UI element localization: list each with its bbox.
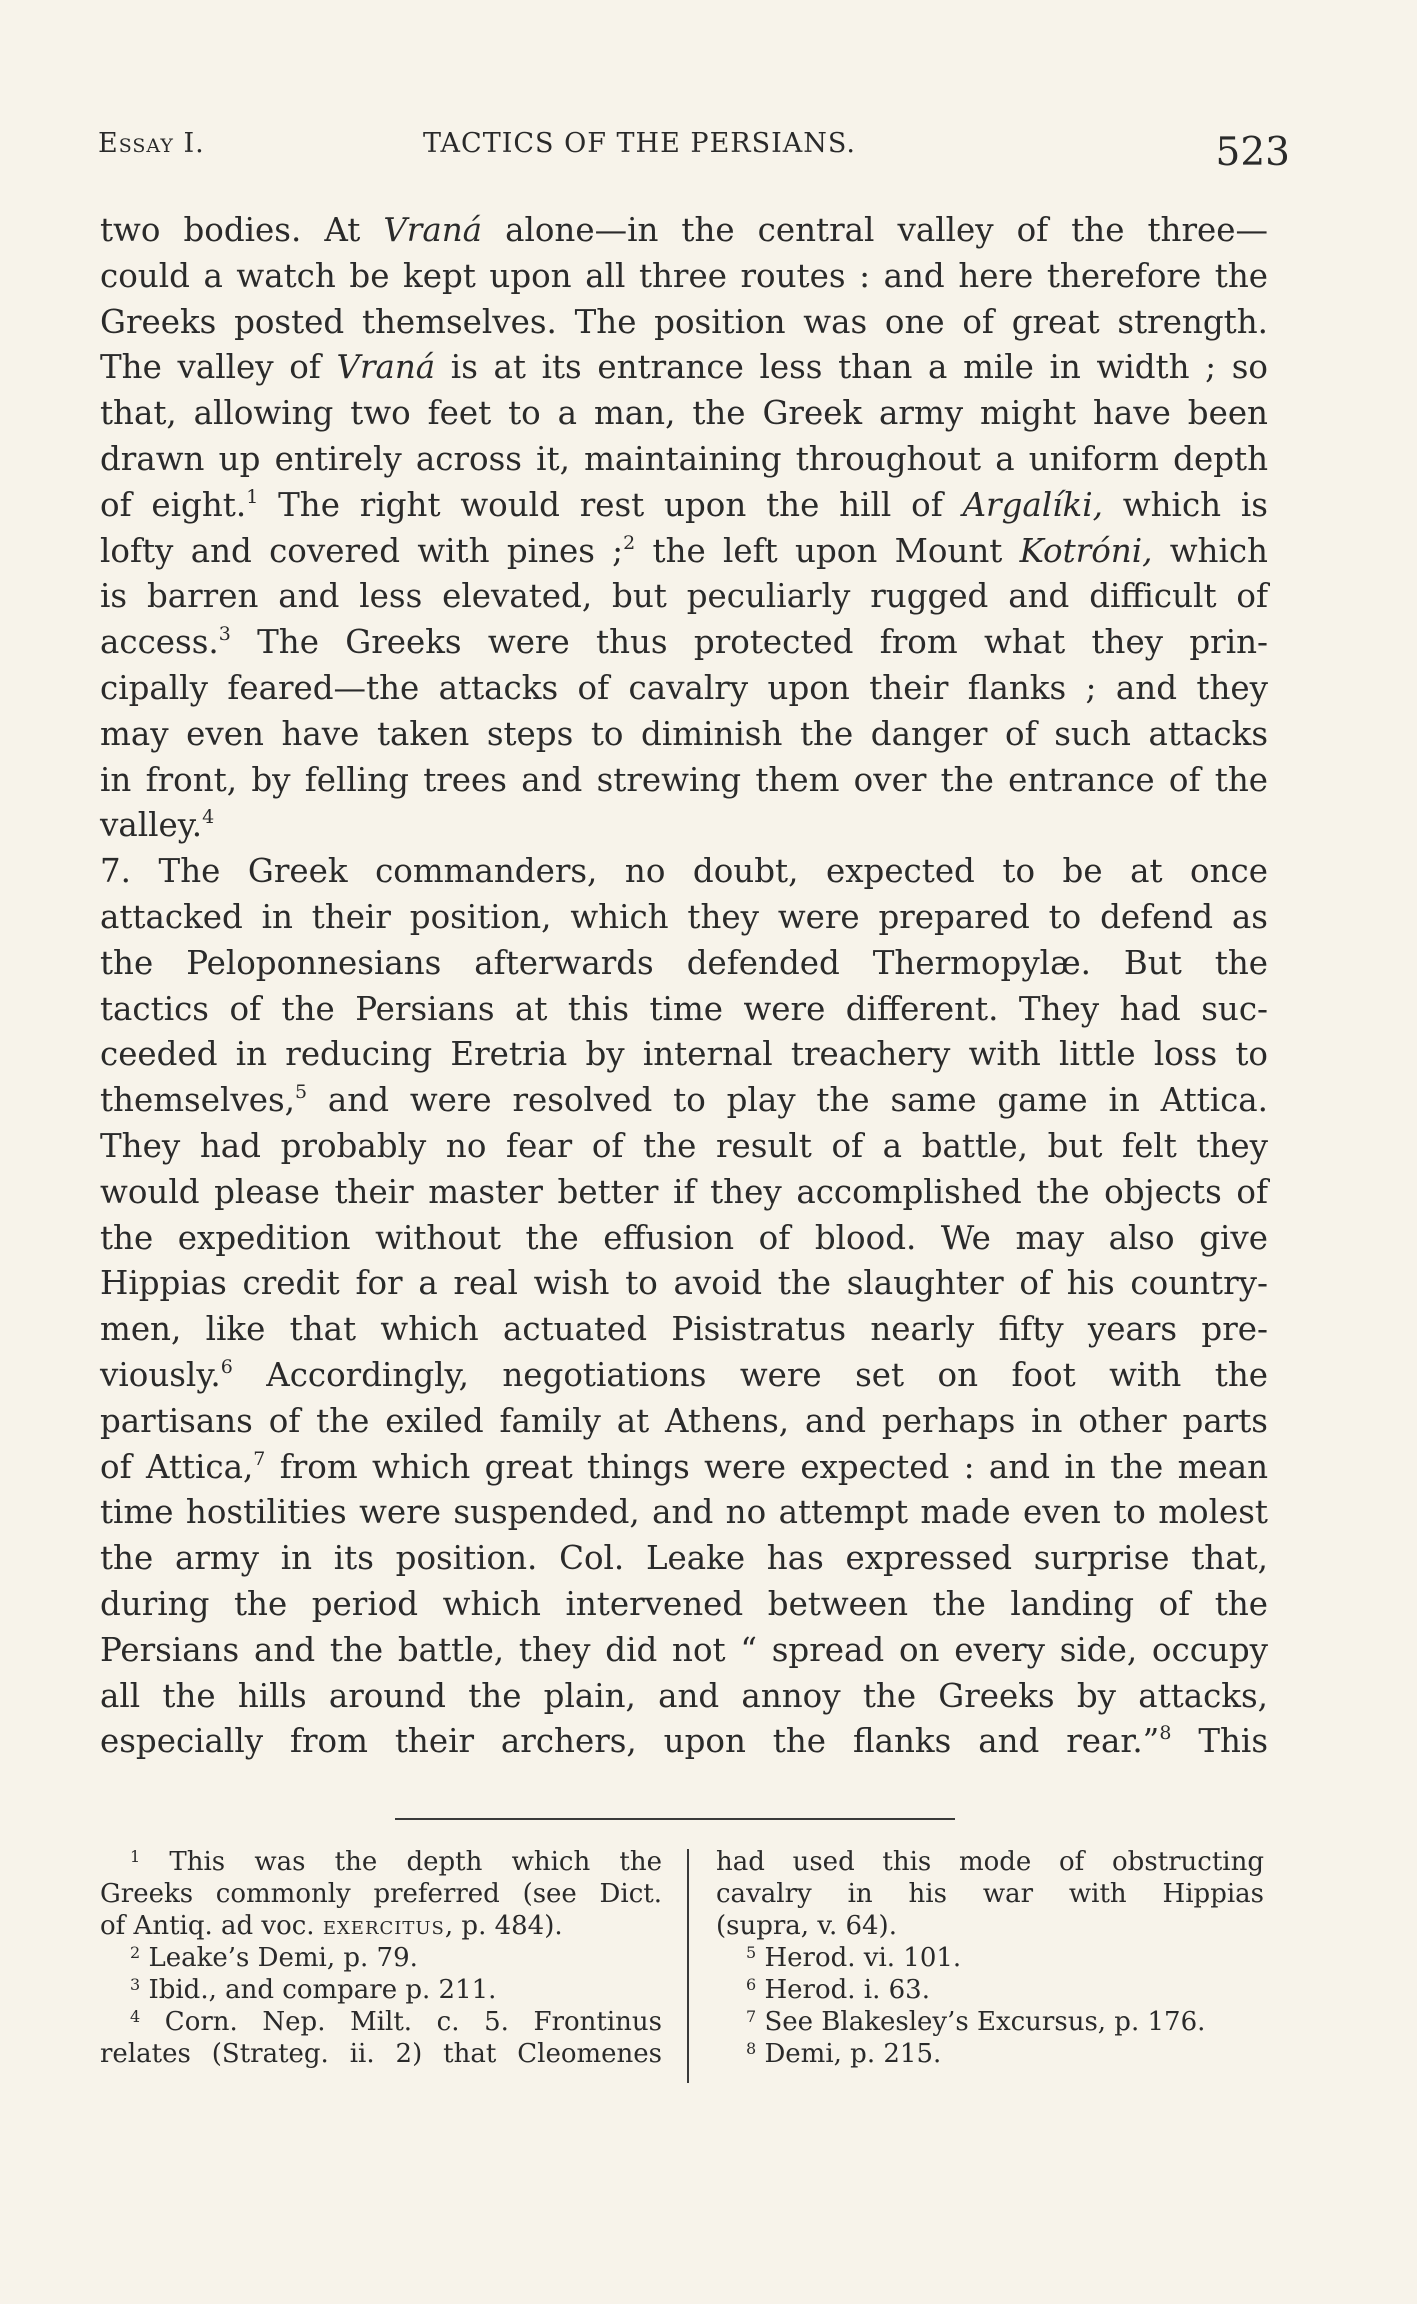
text-line: ceeded in reducing Eretria by internal treachery with little loss to — [100, 1035, 1268, 1074]
footnotes-left-column — [100, 1846, 662, 2070]
footnote-line: relates (Strateg. ii. 2) that Cleomenes — [100, 2039, 662, 2069]
text-line: of Attica,$^7$ from which great things were expected : and in the mean — [100, 1447, 1269, 1486]
text-line: They had probably no fear of the result of a battle, but felt they — [100, 1126, 1268, 1165]
text-line: Hippias credit for a real wish to avoid the slaughter of his country- — [100, 1264, 1268, 1303]
text-line: is barren and less elevated, but peculiarly rugged and difficult of — [100, 577, 1268, 616]
footnote-ref: 5 — [294, 1081, 308, 1104]
text-line: the Peloponnesians afterwards defended Thermopylæ. But the — [100, 943, 1268, 982]
footnote-5: $^5$ Herod. vi. 101. — [746, 1943, 962, 1973]
footnote-8: $^8$ Demi, p. 215. — [746, 2039, 942, 2069]
footnote-6: $^6$ Herod. i. 63. — [746, 1975, 930, 2005]
text-line: Persians and the battle, they did not “ spread on every side, occupy — [100, 1630, 1268, 1669]
text-line: themselves,$^5$ and were resolved to play the same game in Attica. — [100, 1081, 1268, 1120]
text-line: The valley of Vraná is at its entrance less than a mile in width ; so — [100, 348, 1268, 387]
footnote-3: $^3$ Ibid., and compare p. 211. — [130, 1975, 497, 2005]
main-text — [100, 208, 1268, 1765]
footnote-line: Greeks commonly preferred (see Dict. — [100, 1879, 662, 1909]
footnotes-right-column — [716, 1846, 1264, 2070]
text-line: in front, by felling trees and strewing them over the entrance of the — [100, 760, 1268, 799]
header-essay: Essay I. — [98, 128, 205, 159]
footnote-ref: 1 — [246, 485, 259, 508]
text-line: drawn up entirely across it, maintaining throughout a uniform depth — [100, 439, 1268, 478]
column-divider — [687, 1849, 689, 2083]
footnote-ref: 2 — [623, 531, 636, 554]
text-line: partisans of the exiled family at Athens, and perhaps in other parts — [100, 1401, 1268, 1440]
footnote-2: $^2$ Leake’s Demi, p. 79. — [130, 1943, 418, 1973]
text-line: especially from their archers, upon the flanks and rear.”$^8$ This — [100, 1722, 1269, 1761]
footnote-1: $^1$ This was the depth which the — [130, 1847, 662, 1877]
text-line: valley.$^4$ — [100, 806, 215, 845]
text-line: cipally feared—the attacks of cavalry upon their flanks ; and they — [100, 668, 1268, 707]
text-line: lofty and covered with pines ;$^2$ the left upon Mount Kotróni, which — [100, 531, 1268, 570]
text-line: of eight.$^1$ The right would rest upon the hill of Argalíki, which is — [100, 485, 1268, 524]
text-line: time hostilities were suspended, and no attempt made even to molest — [100, 1493, 1268, 1532]
text-line: men, like that which actuated Pisistratus nearly fifty years pre- — [100, 1310, 1268, 1349]
text-line: during the period which intervened between the landing of the — [100, 1584, 1268, 1623]
footnote-ref: 7 — [253, 1447, 266, 1470]
text-line: that, allowing two feet to a man, the Greek army might have been — [100, 394, 1268, 433]
footnote-ref: 8 — [1159, 1722, 1172, 1745]
text-line: 7. The Greek commanders, no doubt, expected to be at once — [100, 852, 1268, 891]
footnote-line: of Antiq. ad voc. exercitus, p. 484). — [100, 1911, 563, 1941]
footnote-ref: 3 — [218, 623, 231, 646]
footnote-divider — [395, 1818, 955, 1820]
header-title: TACTICS OF THE PERSIANS. — [423, 128, 857, 159]
footnote-7: $^7$ See Blakesley’s Excursus, p. 176. — [746, 2007, 1206, 2037]
footnote-line: had used this mode of obstructing — [716, 1847, 1264, 1877]
text-line: may even have taken steps to diminish the danger of such attacks — [100, 714, 1268, 753]
text-line: the expedition without the effusion of blood. We may also give — [100, 1218, 1268, 1257]
text-line: could a watch be kept upon all three routes : and here therefore the — [100, 256, 1268, 295]
text-line: all the hills around the plain, and annoy the Greeks by attacks, — [100, 1676, 1268, 1715]
footnote-line: cavalry in his war with Hippias — [716, 1879, 1264, 1909]
footnote-ref: 4 — [202, 806, 215, 829]
footnote-line: (supra, v. 64). — [716, 1911, 897, 1941]
footnote-4: $^4$ Corn. Nep. Milt. c. 5. Frontinus — [130, 2007, 662, 2037]
text-line: access.$^3$ The Greeks were thus protected from what they prin- — [100, 623, 1268, 662]
text-line: the army in its position. Col. Leake has expressed surprise that, — [100, 1539, 1268, 1578]
page-number: 523 — [1215, 130, 1290, 175]
text-line: attacked in their position, which they were prepared to defend as — [100, 897, 1268, 936]
text-line: viously.$^6$ Accordingly, negotiations were set on foot with the — [100, 1355, 1268, 1394]
text-line: would please their master better if they accomplished the objects of — [100, 1172, 1268, 1211]
text-line: Greeks posted themselves. The position was one of great strength. — [100, 302, 1268, 341]
text-line: tactics of the Persians at this time were different. They had suc- — [100, 989, 1268, 1028]
footnote-ref: 6 — [220, 1355, 233, 1378]
text-line: two bodies. At Vraná alone—in the central valley of the three— — [100, 211, 1268, 249]
running-header — [98, 128, 1290, 188]
